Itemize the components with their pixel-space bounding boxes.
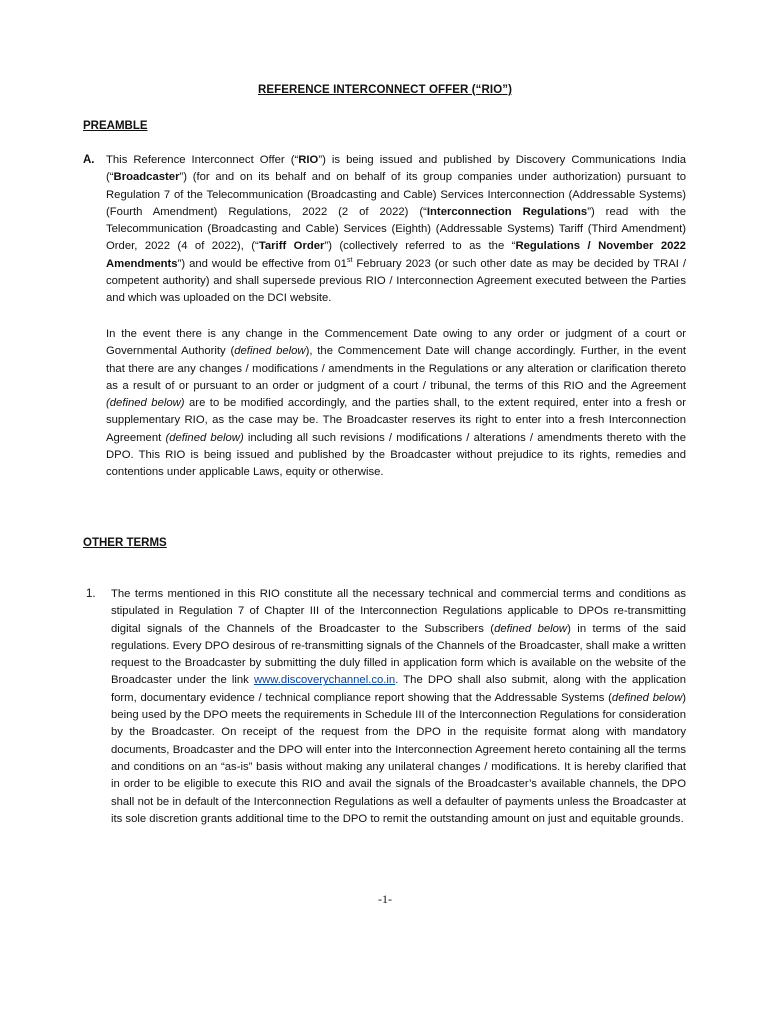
regulations-term: Regulations / November 2022 Amendments [106, 240, 686, 270]
rio-term: RIO [298, 154, 319, 166]
interconnection-regulations-term: Interconnection Regulations [426, 205, 588, 218]
ordinal-suffix: st [346, 257, 353, 265]
other-terms-heading: OTHER TERMS [83, 537, 167, 549]
document-title: REFERENCE INTERCONNECT OFFER (“RIO”) [257, 84, 513, 96]
page-number: -1- [378, 892, 392, 906]
discovery-website-link[interactable]: www.discoverychannel.co.in [253, 674, 396, 687]
item-marker-a: A. [83, 154, 95, 166]
preamble-heading: PREAMBLE [83, 120, 148, 132]
tariff-order-term: Tariff Order [258, 240, 325, 253]
item-marker-1: 1. [86, 588, 96, 600]
preamble-paragraph-2: In the event there is any change in the Commencement Date owing to any order or judgment of a court or Governmental Authority (defined below), the Commencement Date will change accordingly. Further, in the event that there are any changes / modifications / amendments in the Regulations or any alteration or clarification thereto as a result of or pursuant to an order or judgment of a court / tribunal, the terms of this RIO and the Agreement (defined below) are to be modified accordingly, and the parties shall, to the extent required, enter into a fresh or supplementary RIO, as the case may be. The Broadcaster reserves its right to enter into a fresh Interconnection Agreement (defined below) including all such revisions / modifications / alterations / amendments thereto with the DPO. This RIO is being issued and published by the Broadcaster without prejudice to its rights, remedies and contentions under applicable Laws, equity or otherwise. [106, 328, 686, 479]
preamble-paragraph-1: This Reference Interconnect Offer (“RIO”) is being issued and published by Discovery Communications India (“Broadcaster”) (for and on its behalf and on behalf of its group companies under authorization) pursuant to Regulation 7 of the Telecommunication (Broadcasting and Cable) Services Interconnection (Addressable Systems) (Fourth Amendment) Regulations, 2022 (2 of 2022) (“Interconnection Regulations”) read with the Telecommunication (Broadcasting and Cable) Services (Eighth) (Addressable Systems) Tariff (Third Amendment) Order, 2022 (4 of 2022), (“Tariff Order”) (collectively referred to as the “Regulations / November 2022 Amendments”) and would be effective from 01st February 2023 (or such other date as may be decided by TRAI / competent authority) and shall supersede previous RIO / Interconnection Agreement executed between the Parties and which was uploaded on the DCI website. [106, 154, 686, 305]
other-terms-paragraph-1: The terms mentioned in this RIO constitute all the necessary technical and commercial terms and conditions as stipulated in Regulation 7 of Chapter III of the Interconnection Regulations applicable to DPOs re-transmitting digital signals of the Channels of the Broadcaster to the Subscribers (defined below) in terms of the said regulations. Every DPO desirous of re-transmitting signals of the Channels of the Broadcaster, shall make a written request to the Broadcaster by submitting the duly filled in application form which is available on the website of the Broadcaster under the link www.discoverychannel.co.in. The DPO shall also submit, along with the application form, documentary evidence / technical compliance report showing that the Addressable Systems (defined below) being used by the DPO meets the requirements in Schedule III of the Interconnection Regulations for consideration by the Broadcaster. On receipt of the request from the DPO in the requisite format along with mandatory documents, Broadcaster and the DPO will enter into the Interconnection Agreement hereto containing all the terms and conditions on an “as-is” basis without making any unilateral changes / modifications. It is hereby clarified that in order to be eligible to execute this RIO and avail the signals of the Broadcaster’s available channels, the DPO shall not be in default of the Interconnection Regulations as well a defaulter of payments unless the Broadcaster at its sole discretion grants additional time to the DPO to remit the outstanding amount on just and equitable grounds. [111, 588, 687, 825]
broadcaster-term: Broadcaster [113, 171, 180, 184]
